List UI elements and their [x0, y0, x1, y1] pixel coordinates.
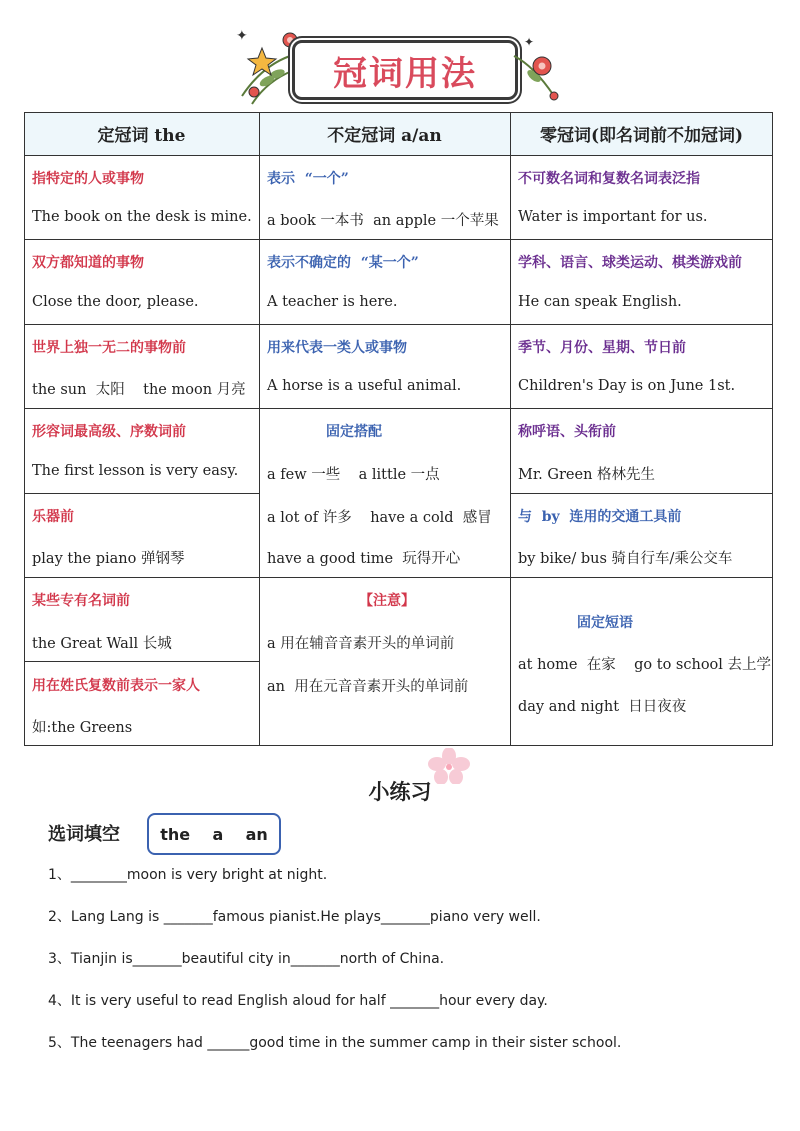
row-divider-col1	[24, 661, 259, 662]
question-2: 2、Lang Lang is _______famous pianist.He plays_______piano very well.	[48, 909, 541, 925]
row-divider	[24, 408, 773, 409]
definite-example: the sun 太阳 the moon 月亮	[32, 382, 246, 398]
definite-example: Close the door, please.	[32, 294, 199, 310]
page-title: 冠词用法	[333, 53, 477, 94]
table-border-right	[772, 112, 773, 746]
practice-title: 小练习	[368, 780, 432, 804]
zero-article-rule: 学科、语言、球类运动、棋类游戏前	[518, 255, 742, 271]
column-divider-2	[510, 112, 511, 746]
svg-text:✦: ✦	[524, 35, 535, 49]
question-3: 3、Tianjin is_______beautiful city in_______north of China.	[48, 951, 445, 967]
zero-article-example: He can speak English.	[518, 294, 682, 310]
header-definite-article: 定冠词 the	[97, 126, 186, 146]
indefinite-example: a book 一本书 an apple 一个苹果	[267, 213, 499, 229]
definite-rule: 世界上独一无二的事物前	[32, 340, 186, 356]
row-divider-col3	[510, 493, 773, 494]
fill-in-blank-label: 选词填空	[48, 824, 120, 845]
definite-example: the Great Wall 长城	[32, 636, 172, 652]
word-option: a	[212, 824, 224, 844]
indefinite-rule: 表示不确定的 “某一个”	[267, 255, 419, 271]
fixed-collocation-line: have a good time 玩得开心	[267, 551, 461, 567]
word-option: an	[245, 824, 268, 844]
row-divider	[24, 239, 773, 240]
article-usage-table	[24, 112, 773, 746]
row-divider	[24, 577, 773, 578]
fixed-collocation-heading: 固定搭配	[326, 424, 382, 440]
definite-rule: 乐器前	[32, 509, 74, 525]
definite-rule: 用在姓氏复数前表示一家人	[32, 678, 200, 694]
zero-article-rule: 不可数名词和复数名词表泛指	[518, 171, 700, 187]
question-4: 4、It is very useful to read English aloud for half _______hour every day.	[48, 993, 548, 1009]
row-divider-col1	[24, 493, 259, 494]
fixed-phrase-line: at home 在家 go to school 去上学	[518, 657, 772, 673]
zero-article-example: Mr. Green 格林先生	[518, 467, 656, 483]
indefinite-rule: 表示 “一个”	[267, 171, 349, 187]
question-5: 5、The teenagers had ______good time in the summer camp in their sister school.	[48, 1035, 622, 1051]
indefinite-example: A horse is a useful animal.	[267, 378, 462, 394]
definite-example: The first lesson is very easy.	[32, 463, 239, 479]
notice-line: a 用在辅音音素开头的单词前	[267, 636, 455, 652]
row-divider	[24, 324, 773, 325]
definite-example: 如:the Greens	[32, 720, 133, 736]
zero-article-rule: 称呼语、头衔前	[518, 424, 616, 440]
fixed-phrase-heading: 固定短语	[577, 615, 633, 631]
notice-heading: 【注意】	[359, 593, 415, 609]
title-banner	[232, 26, 572, 108]
word-bank	[147, 813, 281, 855]
row-divider	[24, 155, 773, 156]
header-zero-article: 零冠词(即名词前不加冠词)	[539, 126, 744, 146]
definite-rule: 形容词最高级、序数词前	[32, 424, 186, 440]
definite-example: The book on the desk is mine.	[32, 209, 252, 225]
indefinite-example: A teacher is here.	[267, 294, 398, 310]
zero-article-example: Water is important for us.	[518, 209, 708, 225]
definite-rule: 双方都知道的事物	[32, 255, 144, 271]
zero-article-example: Children's Day is on June 1st.	[518, 378, 736, 394]
column-divider-1	[259, 112, 260, 746]
fixed-collocation-line: a few 一些 a little 一点	[267, 467, 440, 483]
definite-example: play the piano 弹钢琴	[32, 551, 185, 567]
table-border-left	[24, 112, 25, 746]
zero-article-rule: 季节、月份、星期、节日前	[518, 340, 686, 356]
question-1: 1、________moon is very bright at night.	[48, 867, 328, 883]
indefinite-rule: 用来代表一类人或事物	[267, 340, 407, 356]
zero-article-example: by bike/ bus 骑自行车/乘公交车	[518, 551, 733, 567]
fixed-collocation-line: a lot of 许多 have a cold 感冒	[267, 510, 492, 526]
zero-article-rule: 与 by 连用的交通工具前	[518, 509, 682, 525]
notice-line: an 用在元音音素开头的单词前	[267, 679, 469, 695]
table-border-bottom	[24, 745, 773, 746]
header-indefinite-article: 不定冠词 a/an	[327, 126, 442, 146]
svg-text:✦: ✦	[236, 28, 248, 44]
flower-decoration-right-icon	[504, 26, 574, 108]
definite-rule: 某些专有名词前	[32, 593, 130, 609]
word-option: the	[160, 824, 191, 844]
definite-rule: 指特定的人或事物	[32, 171, 144, 187]
fixed-phrase-line: day and night 日日夜夜	[518, 699, 687, 715]
